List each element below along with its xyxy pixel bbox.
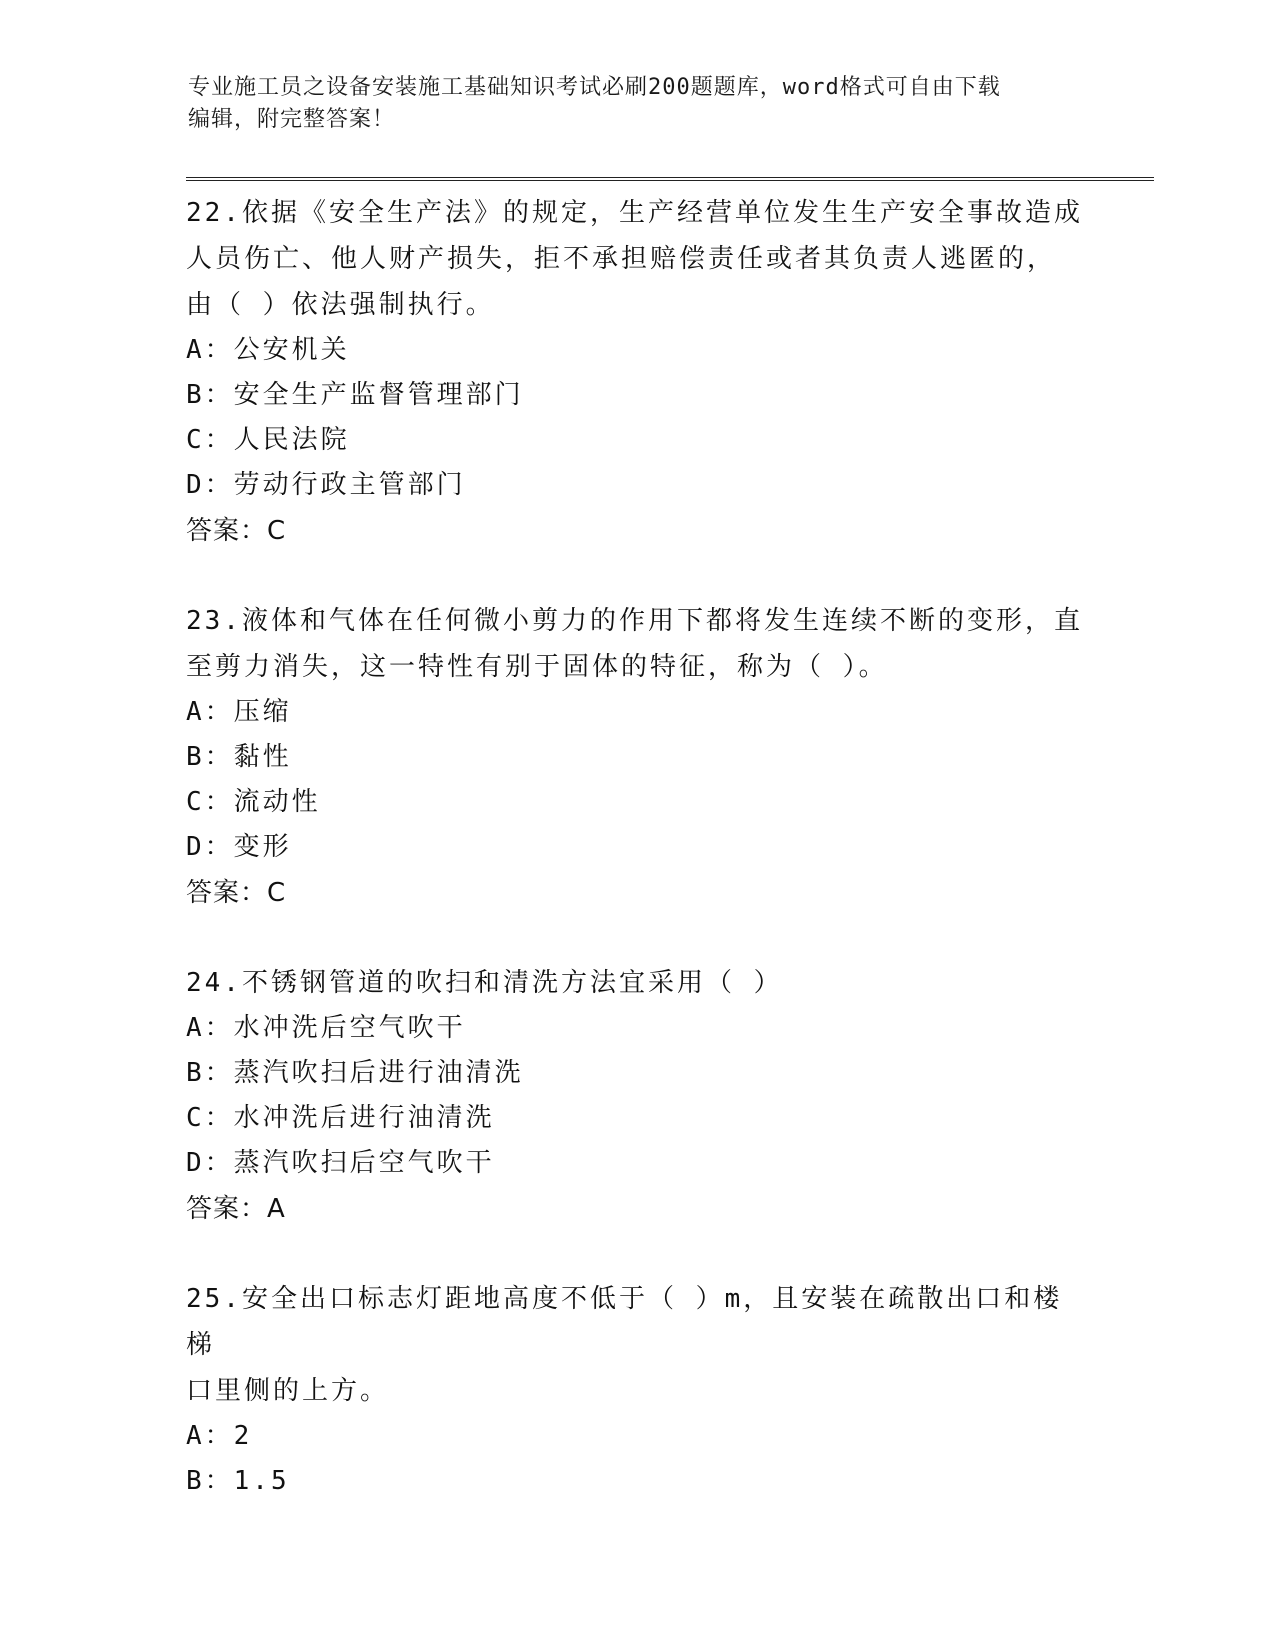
question-stem-line: 24.不锈钢管道的吹扫和清洗方法宜采用（ ） <box>186 968 783 998</box>
answer-line: 答案：C <box>186 878 287 908</box>
header-line-2: 编辑，附完整答案！ <box>188 107 396 132</box>
option-a: A：公安机关 <box>186 335 350 365</box>
option-b: B：1.5 <box>186 1466 290 1496</box>
question-stem-line: 22.依据《安全生产法》的规定，生产经营单位发生生产安全事故造成 <box>186 198 1083 228</box>
option-c: C：水冲洗后进行油清洗 <box>186 1103 495 1133</box>
option-b: B：蒸汽吹扫后进行油清洗 <box>186 1058 524 1088</box>
option-d: D：变形 <box>186 832 292 862</box>
option-b: B：安全生产监督管理部门 <box>186 380 524 410</box>
question-25 <box>186 1276 1086 1504</box>
question-stem-line: 25.安全出口标志灯距地高度不低于（ ）m，且安装在疏散出口和楼梯 <box>186 1284 1063 1360</box>
option-a: A：压缩 <box>186 697 292 727</box>
option-c: C：人民法院 <box>186 425 350 455</box>
question-stem-line: 由（ ）依法强制执行。 <box>186 290 495 320</box>
option-d: D：蒸汽吹扫后空气吹干 <box>186 1148 495 1178</box>
question-stem-line: 至剪力消失，这一特性有别于固体的特征，称为（ ）。 <box>186 652 888 682</box>
question-stem-line: 23.液体和气体在任何微小剪力的作用下都将发生连续不断的变形，直 <box>186 606 1083 636</box>
option-a: A：2 <box>186 1421 253 1451</box>
question-24 <box>186 960 1086 1232</box>
question-stem-line: 口里侧的上方。 <box>186 1376 390 1406</box>
option-a: A：水冲洗后空气吹干 <box>186 1013 466 1043</box>
document-header <box>188 72 1068 136</box>
question-22 <box>186 190 1086 554</box>
header-line-1: 专业施工员之设备安装施工基础知识考试必刷200题题库，word格式可自由下载 <box>188 75 1001 100</box>
answer-line: 答案：C <box>186 516 287 546</box>
question-stem-line: 人员伤亡、他人财产损失，拒不承担赔偿责任或者其负责人逃匿的， <box>186 244 1057 274</box>
option-c: C：流动性 <box>186 787 321 817</box>
question-list <box>186 190 1086 1548</box>
question-23 <box>186 598 1086 916</box>
option-b: B：黏性 <box>186 742 292 772</box>
option-d: D：劳动行政主管部门 <box>186 470 466 500</box>
answer-line: 答案：A <box>186 1194 286 1224</box>
header-divider <box>186 177 1154 181</box>
